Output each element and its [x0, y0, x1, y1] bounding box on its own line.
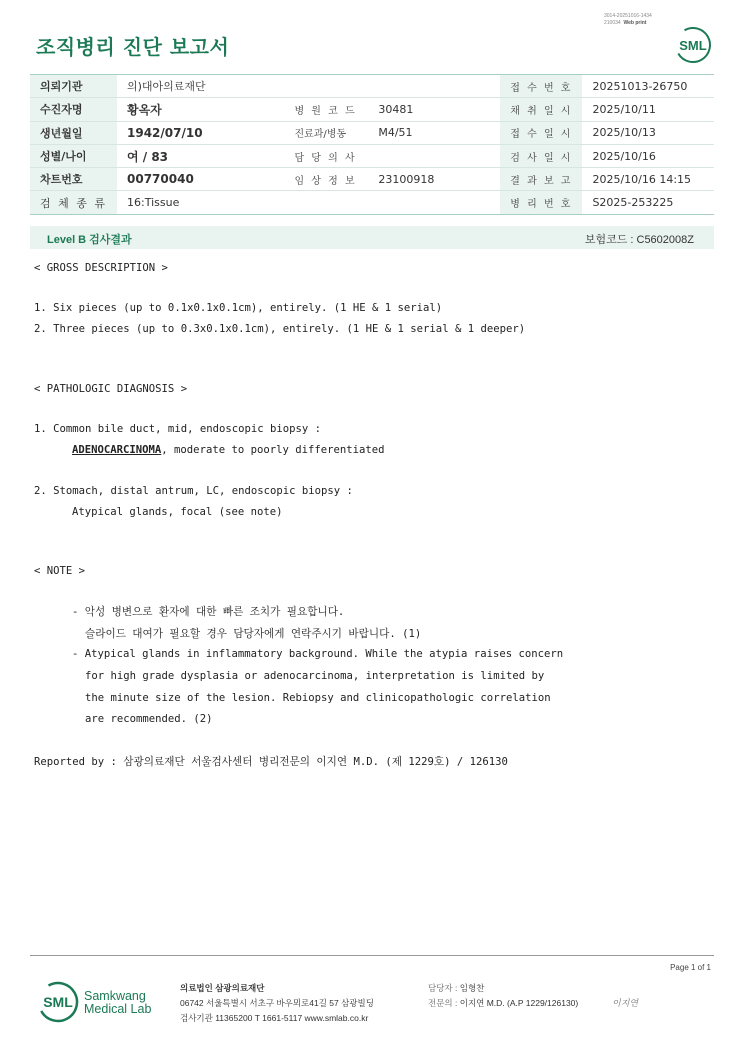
diagnosis-item: 1. Common bile duct, mid, endoscopic biopsy : [34, 423, 322, 435]
label-accession-no: 접 수 번 호 [500, 75, 582, 98]
web-print-label: Web print [623, 19, 647, 26]
value-collection-date: 2025/10/11 [582, 98, 714, 121]
note-line: the minute size of the lesion. Rebiopsy and clinicopathologic correlation [85, 692, 551, 704]
specialist-name: 이지연 M.D. (A.P 1229/126130) [459, 998, 579, 1008]
note-heading: < NOTE > [34, 565, 86, 577]
note-line: - Atypical glands in inflammatory background. While the atypia raises concern [72, 648, 564, 660]
result-level-bar [30, 226, 714, 249]
label-hospital-code: 병 원 코 드 [284, 98, 368, 121]
label-pathology-no: 병 리 번 호 [500, 191, 582, 214]
value-clinical-info: 23100918 [368, 168, 500, 191]
table-row [30, 98, 714, 121]
sml-logo-icon [36, 980, 80, 1024]
value-chart-no: 00770040 [117, 168, 284, 191]
value-specimen-type: 16:Tissue [117, 191, 284, 214]
label-physician: 담 당 의 사 [284, 144, 368, 167]
value-accession-no: 20251013-26750 [582, 75, 714, 98]
label-clinical-info: 임 상 정 보 [284, 168, 368, 191]
print-code [604, 13, 652, 26]
value-birth-date: 1942/07/10 [117, 121, 284, 144]
brand-name: Samkwang Medical Lab [84, 989, 152, 1016]
org-address: 06742 서울특별시 서초구 바우뫼로41길 57 삼광빌딩 [180, 998, 374, 1008]
print-number: 210034 [604, 19, 621, 26]
sml-logo-icon [673, 25, 713, 65]
manager-name: 임형찬 [459, 983, 485, 993]
label-birth-date: 생년월일 [30, 121, 117, 144]
value-hospital-code: 30481 [368, 98, 500, 121]
staff-contact [428, 981, 578, 1011]
doc-code: 3014-20251016-1434 [604, 13, 652, 19]
reported-by: Reported by : 삼광의료재단 서울검사센터 병리전문의 이지연 M.D. (제 1229호) / 126130 [34, 756, 508, 768]
label-test-date: 검 사 일 시 [500, 144, 582, 167]
table-row [30, 168, 714, 191]
value-physician [368, 144, 500, 167]
svg-text:SML: SML [679, 38, 707, 53]
gross-heading: < GROSS DESCRIPTION > [34, 262, 168, 274]
diagnosis-grade: , moderate to poorly differentiated [161, 444, 385, 456]
report-title: 조직병리 진단 보고서 [36, 35, 230, 59]
specialist-label: 전문의 : [428, 998, 458, 1008]
value-sex-age: 여 / 83 [117, 144, 284, 167]
table-row [30, 75, 714, 98]
label-patient-name: 수진자명 [30, 98, 117, 121]
footer-divider [30, 955, 714, 956]
note-line: for high grade dysplasia or adenocarcinoma, interpretation is limited by [85, 670, 545, 682]
diagnosis-detail: Atypical glands, focal (see note) [72, 506, 283, 518]
diagnosis-term: ADENOCARCINOMA [72, 444, 162, 456]
label-chart-no: 차트번호 [30, 168, 117, 191]
signature: 이지연 [612, 999, 639, 1009]
label-report-date: 결 과 보 고 [500, 168, 582, 191]
table-row [30, 144, 714, 167]
diagnosis-heading: < PATHOLOGIC DIAGNOSIS > [34, 383, 188, 395]
level-title: Level B 검사결과 [47, 234, 132, 246]
note-line: are recommended. (2) [85, 713, 213, 725]
gross-item: 2. Three pieces (up to 0.3x0.1x0.1cm), entirely. (1 HE & 1 serial & 1 deeper) [34, 323, 526, 335]
value-pathology-no: S2025-253225 [582, 191, 714, 214]
label-department: 진료과/병동 [284, 121, 368, 144]
value-receipt-date: 2025/10/13 [582, 121, 714, 144]
value-test-date: 2025/10/16 [582, 144, 714, 167]
org-name: 의료법인 삼광의료재단 [180, 983, 265, 993]
note-line: - 악성 병변으로 환자에 대한 빠른 조치가 필요합니다. [72, 606, 345, 618]
note-line: 슬라이드 대여가 필요할 경우 담당자에게 연락주시기 바랍니다. (1) [85, 628, 422, 640]
label-specimen-type: 검 체 종 류 [30, 191, 117, 214]
diagnosis-detail [72, 444, 385, 456]
insurance-code: 보험코드 : C5602008Z [584, 234, 694, 246]
manager-label: 담당자 : [428, 983, 458, 993]
page-number: Page 1 of 1 [670, 963, 711, 972]
organization-info [180, 981, 374, 1026]
gross-item: 1. Six pieces (up to 0.1x0.1x0.1cm), entirely. (1 HE & 1 serial) [34, 302, 443, 314]
org-contact: 검사기관 11365200 T 1661-5117 www.smlab.co.kr [180, 1013, 369, 1023]
table-row [30, 191, 714, 214]
value-report-date: 2025/10/16 14:15 [582, 168, 714, 191]
label-receipt-date: 접 수 일 시 [500, 121, 582, 144]
label-requesting-org: 의뢰기관 [30, 75, 117, 98]
value-patient-name: 황옥자 [117, 98, 284, 121]
value-department: M4/51 [368, 121, 500, 144]
diagnosis-item: 2. Stomach, distal antrum, LC, endoscopic biopsy : [34, 485, 353, 497]
value-requesting-org: 의)대아의료재단 [117, 75, 284, 98]
label-collection-date: 채 취 일 시 [500, 98, 582, 121]
svg-text:SML: SML [43, 994, 73, 1010]
patient-info-table [30, 74, 714, 215]
label-sex-age: 성별/나이 [30, 144, 117, 167]
table-row [30, 121, 714, 144]
